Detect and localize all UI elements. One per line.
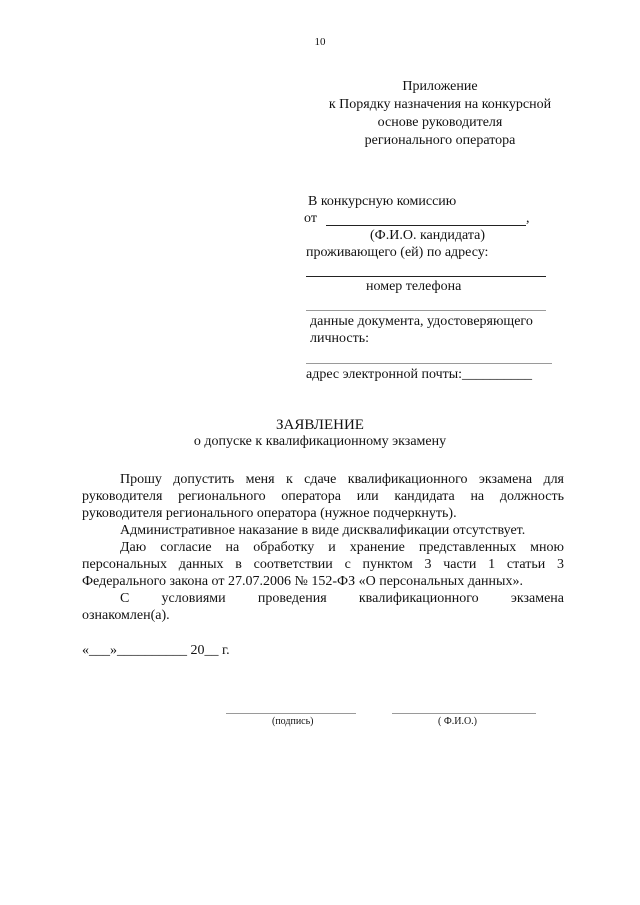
phone-label: номер телефона	[366, 279, 462, 294]
id-doc-label-2: личность:	[310, 331, 369, 346]
id-doc-fill-line[interactable]	[306, 363, 552, 364]
paragraph-line: ознакомлен(а).	[82, 608, 170, 623]
id-doc-label: данные документа, удостоверяющего	[310, 314, 533, 329]
phone-fill-line[interactable]	[306, 310, 546, 311]
paragraph-consent	[82, 539, 564, 590]
paragraph-disqualification	[82, 522, 564, 539]
paragraph-request	[82, 471, 564, 522]
paragraph-line: Даю согласие на обработку и хранение представленных мною	[120, 540, 564, 555]
paragraph-acknowledgement	[82, 590, 564, 624]
addressee-to: В конкурсную комиссию	[308, 194, 457, 209]
annex-header	[300, 78, 580, 150]
paragraph-line: Прошу допустить меня к сдаче квалификационного экзамена для	[120, 472, 564, 487]
from-comma: ,	[526, 211, 530, 226]
from-fill-line[interactable]	[326, 225, 526, 226]
email-label: адрес электронной почты:__________	[306, 367, 533, 382]
document-title: ЗАЯВЛЕНИЕ	[276, 417, 364, 433]
document-subtitle: о допуске к квалификационному экзамену	[193, 434, 447, 449]
paragraph-line: Административное наказание в виде дисквалификации отсутствует.	[120, 523, 526, 538]
paragraph-line: руководителя регионального оператора или кандидата на должность	[82, 489, 564, 504]
annex-line: к Порядку назначения на конкурсной	[328, 97, 552, 112]
paragraph-line: Федерального закона от 27.07.2006 № 152-ФЗ «О персональных данных».	[82, 574, 523, 589]
from-label: от	[304, 211, 317, 226]
annex-line: регионального оператора	[364, 133, 516, 148]
signature-fill-line[interactable]	[226, 713, 356, 714]
annex-line: Приложение	[402, 79, 478, 94]
paragraph-line: руководителя регионального оператора (нужное подчеркнуть).	[82, 506, 457, 521]
paragraph-line: персональных данных в соответствии с пунктом 3 части 1 статьи 3	[82, 557, 564, 572]
residing-label: проживающего (ей) по адресу:	[306, 245, 489, 260]
fio-label: ( Ф.И.О.)	[438, 716, 478, 727]
paragraph-line: С условиями проведения квалификационного экзамена	[120, 591, 564, 606]
fio-fill-line[interactable]	[392, 713, 536, 714]
date-line[interactable]: «___»__________ 20__ г.	[82, 643, 230, 658]
signature-label: (подпись)	[272, 716, 314, 727]
address-fill-line[interactable]	[306, 276, 546, 277]
page-number: 10	[314, 36, 326, 48]
fio-hint: (Ф.И.О. кандидата)	[370, 228, 485, 243]
annex-line: основе руководителя	[377, 115, 503, 130]
